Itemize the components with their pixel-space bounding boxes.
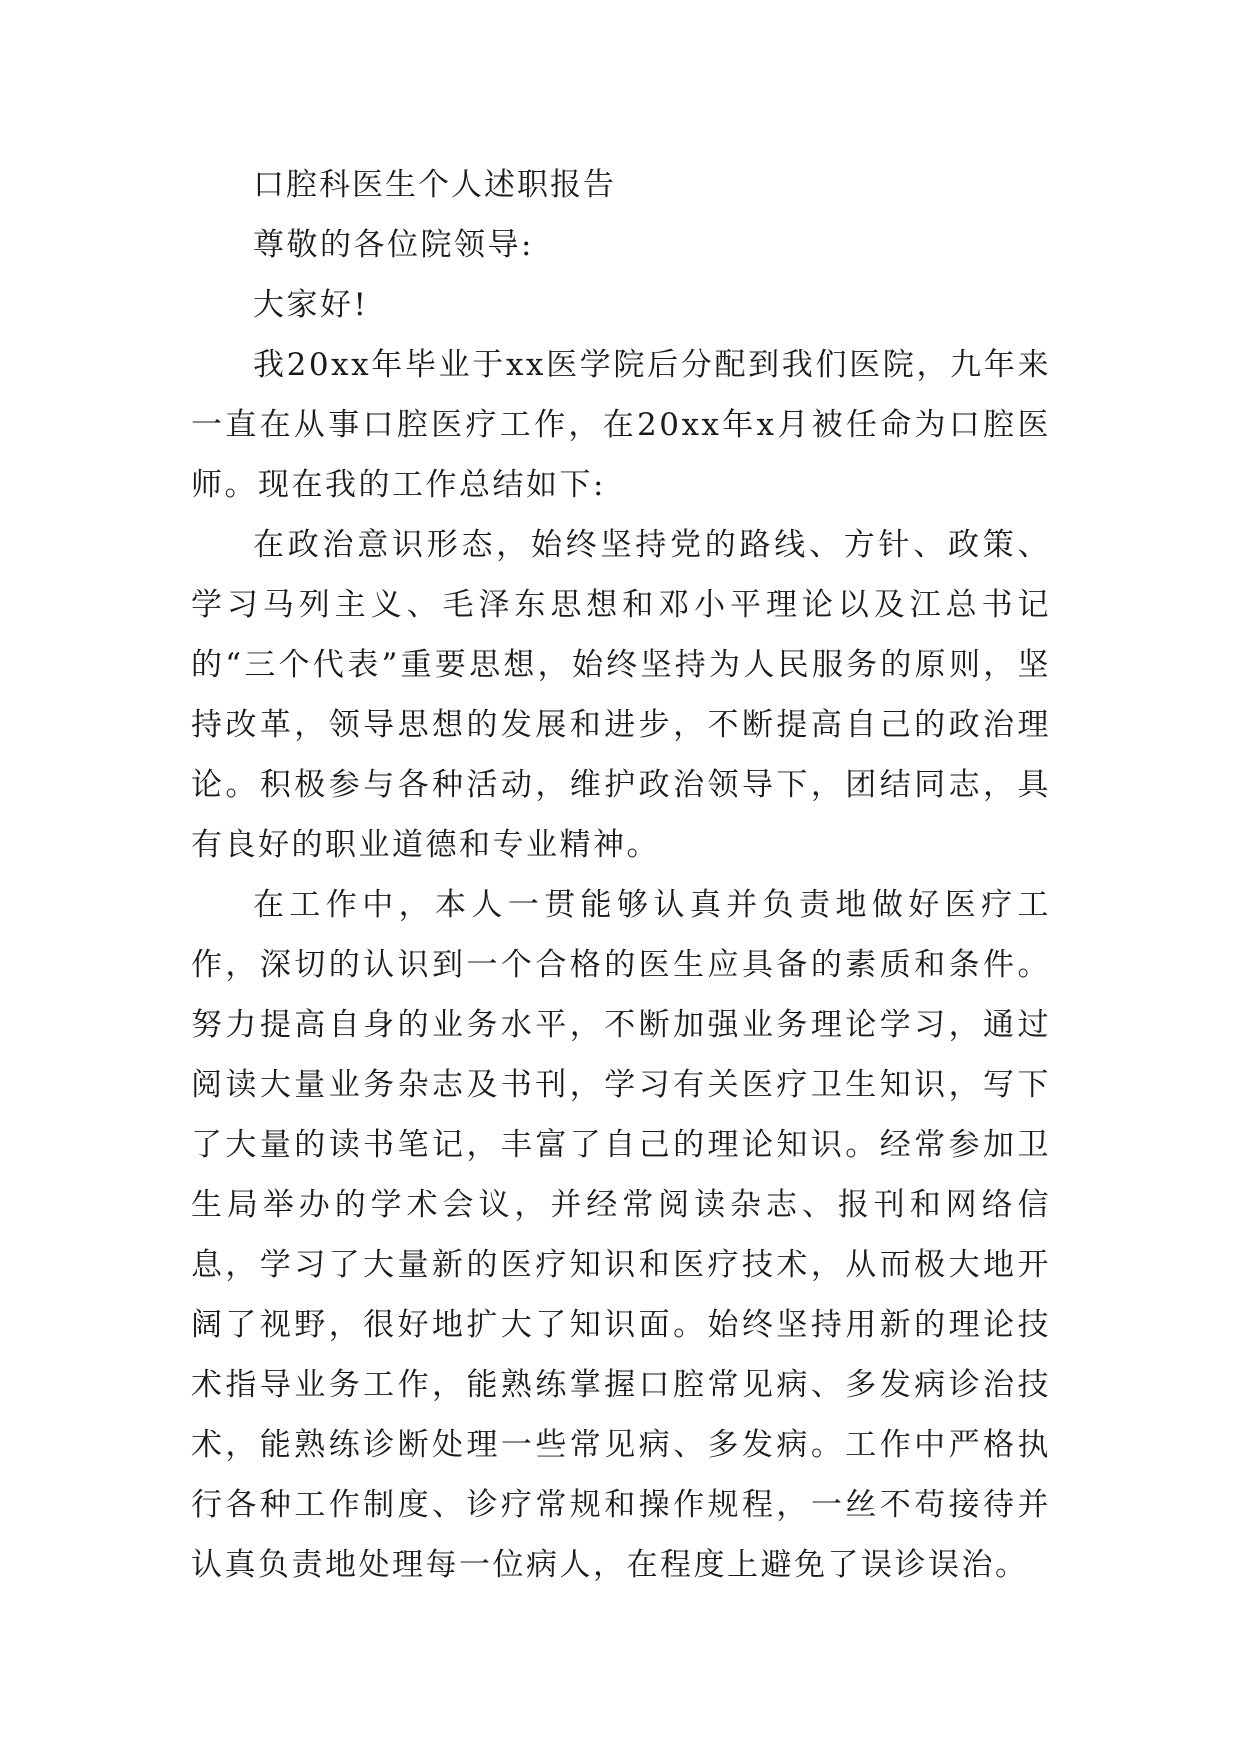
paragraph-work: 在工作中，本人一贯能够认真并负责地做好医疗工作，深切的认识到一个合格的医生应具备的素质和条件。努力提高自身的业务水平，不断加强业务理论学习，通过阅读大量业务杂志及书刊，学习有关医疗卫生知识，写下了大量的读书笔记，丰富了自己的理论知识。经常参加卫生局举办的学术会议，并经常阅读杂志、报刊和网络信息，学习了大量新的医疗知识和医疗技术，从而极大地开阔了视野，很好地扩大了知识面。始终坚持用新的理论技术指导业务工作，能熟练掌握口腔常见病、多发病诊治技术，能熟练诊断处理一些常见病、多发病。工作中严格执行各种工作制度、诊疗常规和操作规程，一丝不苟接待并认真负责地处理每一位病人，在程度上避免了误诊误治。 bbox=[191, 887, 1051, 1583]
greeting: 大家好! bbox=[253, 287, 369, 323]
salutation: 尊敬的各位院领导: bbox=[253, 227, 534, 263]
document-title: 口腔科医生个人述职报告 bbox=[253, 167, 616, 203]
paragraph-intro: 我20xx年毕业于xx医学院后分配到我们医院，九年来一直在从事口腔医疗工作，在20xx年x月被任命为口腔医师。现在我的工作总结如下: bbox=[191, 347, 1051, 503]
document-body bbox=[191, 155, 1051, 1595]
paragraph-political: 在政治意识形态，始终坚持党的路线、方针、政策、学习马列主义、毛泽东思想和邓小平理论以及江总书记的“三个代表”重要思想，始终坚持为人民服务的原则，坚持改革，领导思想的发展和进步，不断提高自己的政治理论。积极参与各种活动，维护政治领导下，团结同志，具有良好的职业道德和专业精神。 bbox=[191, 527, 1051, 863]
